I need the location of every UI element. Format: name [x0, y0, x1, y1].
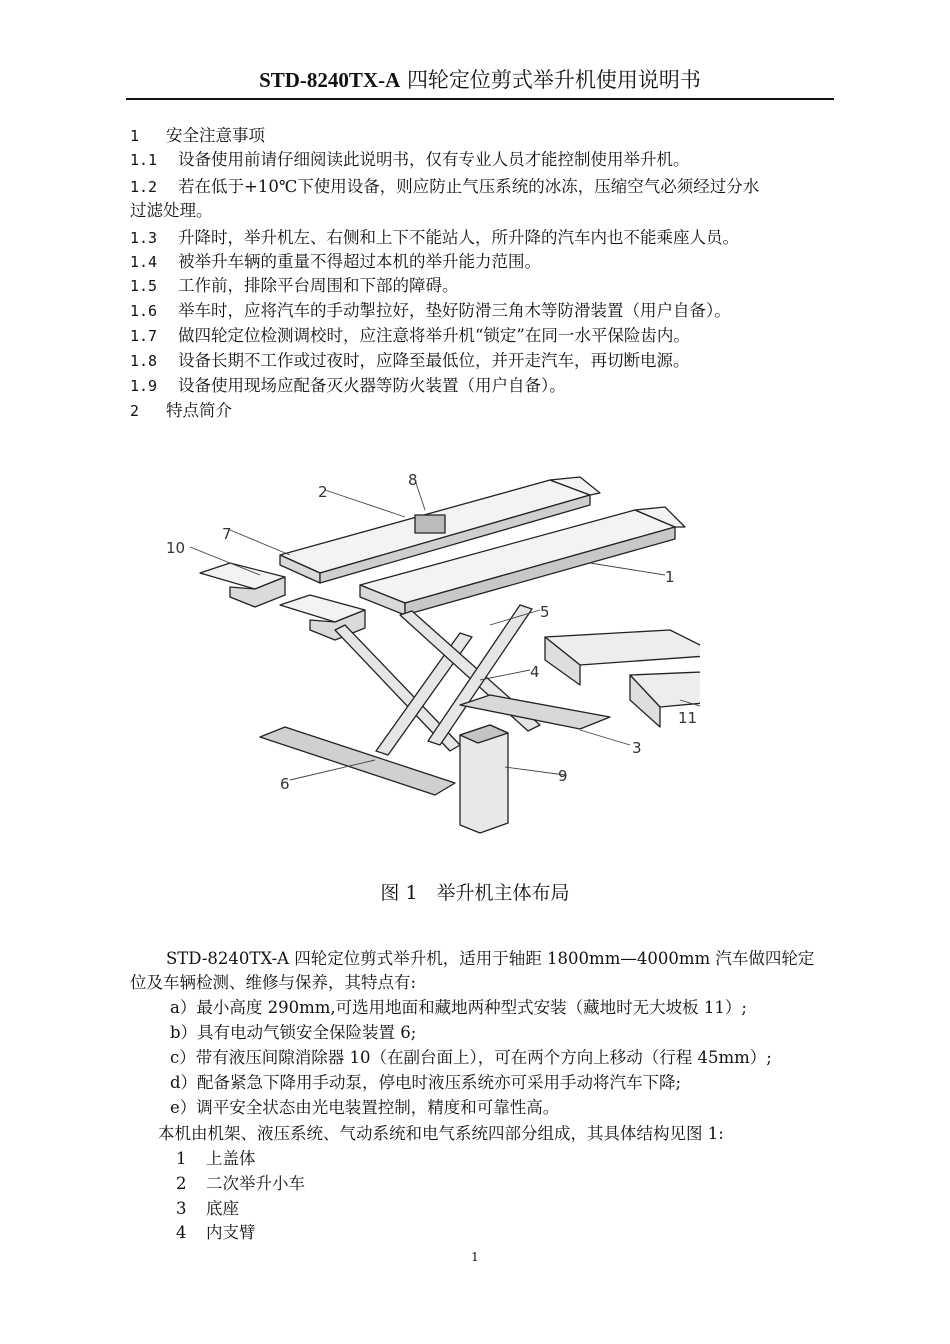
- safety-item: [130, 250, 830, 274]
- part-item: [176, 1197, 239, 1221]
- feature-item: d）配备紧急下降用手动泵，停电时液压系统亦可采用手动将汽车下降;: [170, 1073, 682, 1092]
- callout-label: 8: [408, 471, 418, 489]
- item-text: 举车时，应将汽车的手动掣拉好，垫好防滑三角木等防滑装置（用户自备）。: [178, 301, 731, 320]
- callout-label: 3: [632, 739, 642, 757]
- item-number: 1.1: [130, 151, 158, 169]
- item-number: 1.9: [130, 377, 158, 395]
- lift-diagram: [160, 455, 700, 835]
- part-name: 内支臂: [206, 1223, 256, 1242]
- part-name: 上盖体: [206, 1149, 256, 1168]
- callout-label: 9: [558, 767, 568, 785]
- part-name: 二次举升小车: [206, 1174, 305, 1193]
- header-title: 四轮定位剪式举升机使用说明书: [406, 68, 701, 92]
- safety-item: [130, 148, 830, 172]
- item-text: 做四轮定位检测调校时，应注意将举升机“锁定”在同一水平保险齿内。: [178, 326, 690, 345]
- header-model: STD-8240TX-A: [259, 68, 401, 92]
- safety-item: [130, 324, 830, 348]
- callout-label: 2: [318, 483, 328, 501]
- callout-label: 10: [166, 539, 186, 557]
- part-item: [176, 1147, 256, 1171]
- section-number: 2: [130, 402, 140, 420]
- part-item: [176, 1221, 256, 1245]
- item-number: 1.6: [130, 302, 158, 320]
- callout-label: 4: [530, 663, 540, 681]
- callout-label: 11: [678, 709, 698, 727]
- section1-heading: [130, 124, 830, 148]
- item-text: 设备使用现场应配备灭火器等防火装置（用户自备）。: [178, 376, 566, 395]
- composition-text: 本机由机架、液压系统、气动系统和电气系统四部分组成，其具体结构见图 1:: [158, 1124, 724, 1143]
- section-title: 特点简介: [166, 401, 232, 420]
- feature-item: c）带有液压间隙消除器 10（在副台面上），可在两个方向上移动（行程 45mm）;: [170, 1048, 772, 1067]
- feature-item: a）最小高度 290mm,可选用地面和藏地两种型式安装（藏地时无大坡板 11）;: [170, 998, 747, 1017]
- item-number: 1.8: [130, 352, 158, 370]
- safety-item: [130, 299, 830, 323]
- item-text: 设备长期不工作或过夜时，应降至最低位，并开走汽车，再切断电源。: [178, 351, 690, 370]
- part-name: 底座: [206, 1199, 239, 1218]
- secondary-lift-carriage: [415, 515, 445, 533]
- part-number: 2: [176, 1174, 187, 1193]
- safety-item: [130, 349, 830, 373]
- item-text: 过滤处理。: [130, 201, 213, 220]
- safety-item: [130, 175, 830, 199]
- callout-label: 1: [665, 568, 675, 586]
- item-number: 1.5: [130, 277, 158, 295]
- safety-item: [130, 374, 830, 398]
- part-item: [176, 1172, 305, 1196]
- item-number: 1.4: [130, 253, 158, 271]
- section-number: 1: [130, 127, 140, 145]
- intro-line: STD-8240TX-A 四轮定位剪式举升机，适用于轴距 1800mm—4000mm 汽车做四轮定: [166, 949, 815, 968]
- figure-caption: 图 1 举升机主体布局: [380, 882, 570, 904]
- item-text: 工作前，排除平台周围和下部的障碍。: [178, 276, 459, 295]
- part-number: 1: [176, 1149, 187, 1168]
- safety-item-continuation: [130, 199, 830, 223]
- intro-line: 位及车辆检测、维修与保养，其特点有:: [130, 973, 417, 992]
- item-number: 1.2: [130, 178, 158, 196]
- item-text: 升降时，举升机左、右侧和上下不能站人，所升降的汽车内也不能乘座人员。: [178, 228, 739, 247]
- part-number: 3: [176, 1199, 187, 1218]
- safety-item: [130, 274, 830, 298]
- item-number: 1.7: [130, 327, 158, 345]
- feature-item: e）调平安全状态由光电装置控制，精度和可靠性高。: [170, 1098, 560, 1117]
- item-text: 设备使用前请仔细阅读此说明书，仅有专业人员才能控制使用举升机。: [178, 150, 690, 169]
- callout-label: 7: [222, 525, 232, 543]
- item-text: 被举升车辆的重量不得超过本机的举升能力范围。: [178, 252, 541, 271]
- feature-item: b）具有电动气锁安全保险装置 6;: [170, 1023, 417, 1042]
- callout-label: 5: [540, 603, 550, 621]
- section2-heading: [130, 399, 830, 423]
- item-text: 若在低于+10℃下使用设备，则应防止气压系统的冰冻，压缩空气必须经过分水: [178, 177, 760, 196]
- safety-item: [130, 226, 830, 250]
- callout-label: 6: [280, 775, 290, 793]
- page-header: [126, 64, 834, 100]
- page-number: 1: [471, 1250, 479, 1264]
- part-number: 4: [176, 1223, 187, 1242]
- section-title: 安全注意事项: [166, 126, 265, 145]
- item-number: 1.3: [130, 229, 158, 247]
